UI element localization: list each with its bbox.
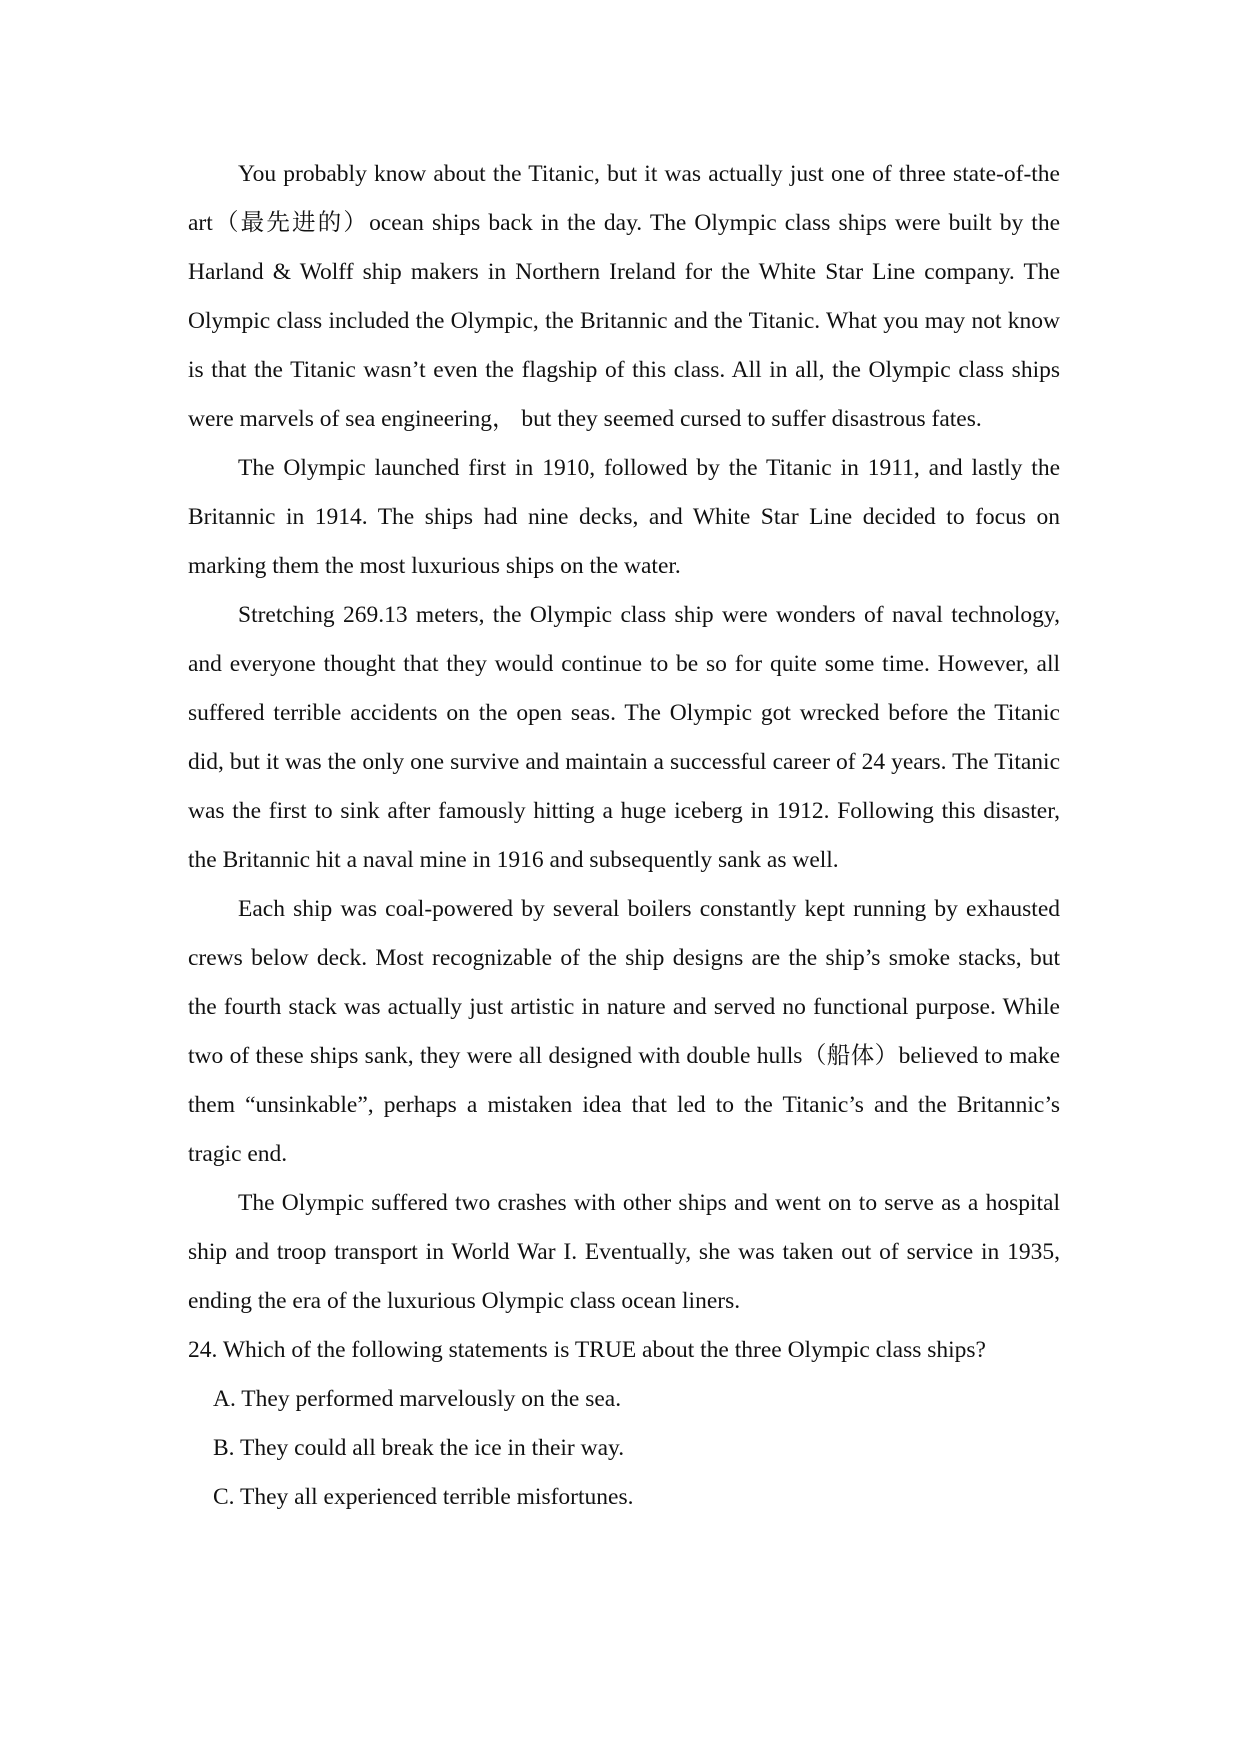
answer-option-b: B. They could all break the ice in their way. <box>213 1435 625 1461</box>
passage-paragraph-5: The Olympic suffered two crashes with other ships and went on to serve as a hospital ship and troop transport in World War I. Eventually, she was taken out of service in 1935, ending the era of the luxurious Olympic class ocean liners. <box>188 1190 1060 1314</box>
passage-paragraph-1: You probably know about the Titanic, but it was actually just one of three state-of-the art（最先进的）ocean ships back in the day. The Olympic class ships were built by the Harland & Wolff ship makers in Northern Ireland for the White Star Line company. The Olympic class included the Olympic, the Britannic and the Titanic. What you may not know is that the Titanic wasn’t even the flagship of this class. All in all, the Olympic class ships were marvels of sea engineering， but they seemed cursed to suffer disastrous fates. <box>188 161 1060 432</box>
passage-paragraph-2: The Olympic launched first in 1910, followed by the Titanic in 1911, and lastly the Britannic in 1914. The ships had nine decks, and White Star Line decided to focus on marking them the most luxurious ships on the water. <box>188 455 1060 579</box>
answer-option-a: A. They performed marvelously on the sea. <box>213 1386 622 1412</box>
answer-option-c: C. They all experienced terrible misfortunes. <box>213 1484 634 1510</box>
question-stem: 24. Which of the following statements is TRUE about the three Olympic class ships? <box>188 1337 986 1363</box>
document-page <box>188 150 1060 1522</box>
passage-paragraph-3: Stretching 269.13 meters, the Olympic class ship were wonders of naval technology, and everyone thought that they would continue to be so for quite some time. However, all suffered terrible accidents on the open seas. The Olympic got wrecked before the Titanic did, but it was the only one survive and maintain a successful career of 24 years. The Titanic was the first to sink after famously hitting a huge iceberg in 1912. Following this disaster, the Britannic hit a naval mine in 1916 and subsequently sank as well. <box>188 602 1060 873</box>
passage-paragraph-4: Each ship was coal-powered by several boilers constantly kept running by exhausted crews below deck. Most recognizable of the ship designs are the ship’s smoke stacks, but the fourth stack was actually just artistic in nature and served no functional purpose. While two of these ships sank, they were all designed with double hulls（船体）believed to make them “unsinkable”, perhaps a mistaken idea that led to the Titanic’s and the Britannic’s tragic end. <box>188 896 1060 1167</box>
